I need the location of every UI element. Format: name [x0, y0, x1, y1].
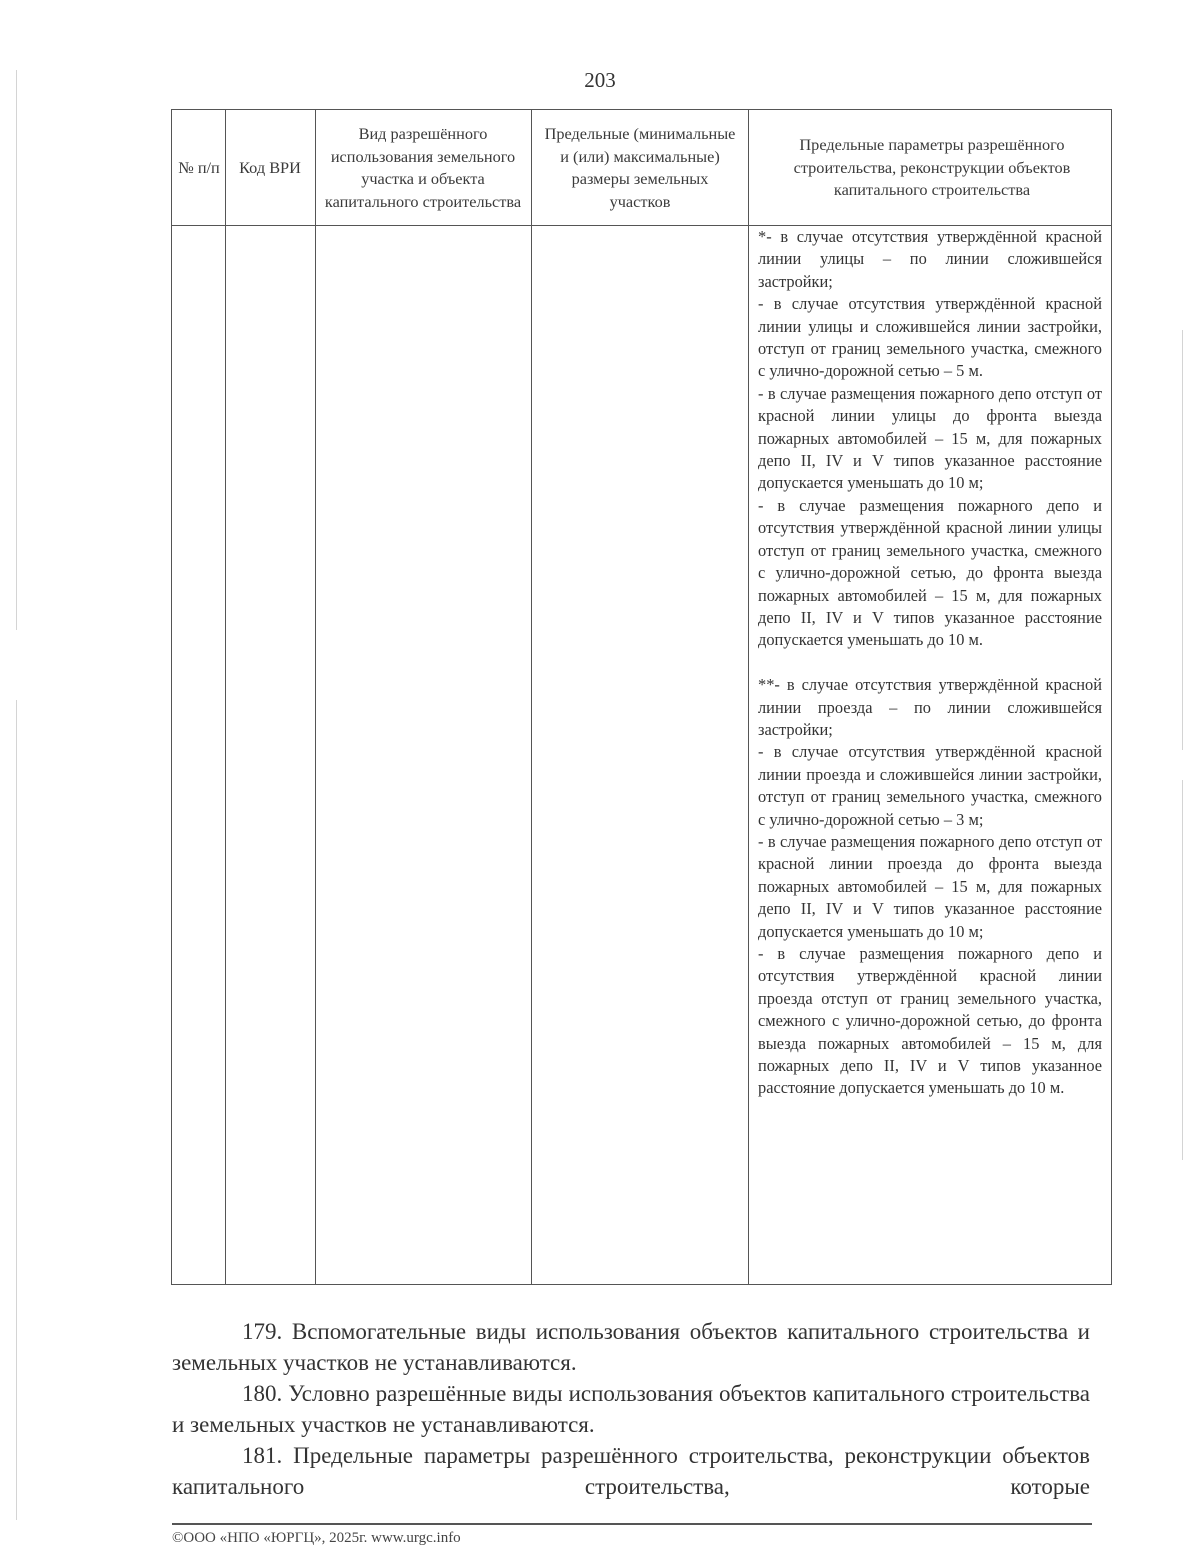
cell-paragraph: - в случае размещения пожарного депо отступ от красной линии улицы до фронта выезда пожарных автомобилей – 15 м, для пожарных депо II, IV и V типов указанное расстояние допускается уменьшать до 10 м; — [758, 383, 1102, 493]
scan-edge-mark — [1182, 330, 1183, 750]
column-divider — [531, 110, 532, 1284]
header-code — [230, 112, 310, 224]
header-number-text: № п/п — [178, 157, 220, 177]
paragraph-179: 179. Вспомогательные виды использования объектов капитального строительства и земельных участков не устанавливаются. — [172, 1319, 1090, 1375]
cell-paragraph: - в случае отсутствия утверждённой красной линии проезда и сложившейся линии застройки, отступ от границ земельного участка, смежного с улично-дорожной сетью – 3 м; — [758, 742, 1102, 829]
header-build-params — [756, 112, 1108, 224]
footer-divider — [172, 1523, 1092, 1525]
header-code-text: Код ВРИ — [239, 157, 301, 177]
cell-spacer — [758, 652, 1102, 674]
scan-edge-mark — [16, 700, 17, 1520]
paragraph-181: 181. Предельные параметры разрешённого строительства, реконструкции объектов капитального строительства, которые — [172, 1443, 1090, 1499]
cell-paragraph: *- в случае отсутствия утверждённой красной линии улицы – по линии сложившейся застройки; — [758, 227, 1102, 291]
page-number: 203 — [584, 68, 616, 92]
header-use-type — [323, 112, 523, 224]
cell-paragraph: **- в случае отсутствия утверждённой красной линии проезда – по линии сложившейся застройки; — [758, 675, 1102, 739]
column-divider — [315, 110, 316, 1284]
header-number — [174, 112, 224, 224]
cell-paragraph: - в случае отсутствия утверждённой красной линии улицы и сложившейся линии застройки, отступ от границ земельного участка, смежного с улично-дорожной сетью – 5 м. — [758, 294, 1102, 381]
cell-paragraph: - в случае размещения пожарного депо и отсутствия утверждённой красной линии проезда отступ от границ земельного участка, смежного с улично-дорожной сетью, до фронта выезда пожарных автомобилей – 15 м, для пожарных депо II, IV и V типов указанное расстояние допускается уменьшать до 10 м. — [758, 943, 1102, 1098]
build-params-cell — [758, 226, 1102, 1100]
footer-copyright: ©ООО «НПО «ЮРГЦ», 2025г. www.urgc.info — [172, 1530, 461, 1546]
scan-edge-mark — [16, 70, 17, 630]
regulations-table — [171, 109, 1112, 1285]
column-divider — [225, 110, 226, 1284]
paragraph-180: 180. Условно разрешённые виды использования объектов капитального строительства и земельных участков не устанавливаются. — [172, 1381, 1090, 1437]
header-build-params-text: Предельные параметры разрешённого строительства, реконструкции объектов капитального строительства — [793, 135, 1071, 200]
header-plot-size-text: Предельные (минимальные и (или) максимальные) размеры земельных участков — [544, 124, 736, 211]
header-plot-size — [540, 112, 740, 224]
header-use-type-text: Вид разрешённого использования земельного участка и объекта капитального строительства — [324, 124, 522, 211]
cell-paragraph: - в случае размещения пожарного депо отступ от красной линии проезда до фронта выезда пожарных автомобилей – 15 м, для пожарных депо II, IV и V типов указанное расстояние допускается уменьшать до 10 м; — [758, 831, 1102, 941]
column-divider — [748, 110, 749, 1284]
body-paragraphs — [172, 1316, 1090, 1502]
cell-paragraph: - в случае размещения пожарного депо и отсутствия утверждённой красной линии улицы отступ от границ земельного участка, смежного с улично-дорожной сетью, до фронта выезда пожарных автомобилей – 15 м, для пожарных депо II, IV и V типов указанное расстояние допускается уменьшать до 10 м. — [758, 495, 1102, 650]
scan-edge-mark — [1182, 780, 1183, 1160]
